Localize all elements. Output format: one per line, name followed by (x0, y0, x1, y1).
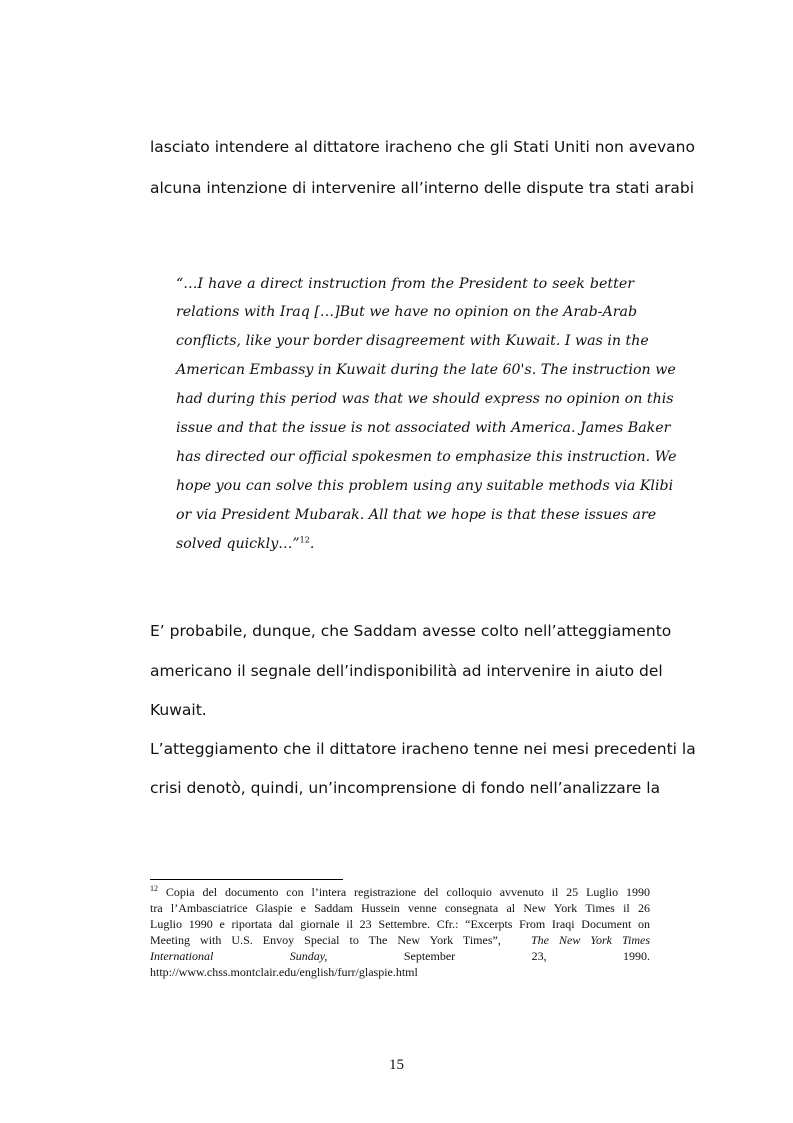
body-line: E’ probabile, dunque, che Saddam avesse colto nell’atteggiamento (150, 622, 672, 640)
body-line: alcuna intenzione di intervenire all’interno delle dispute tra stati arabi (150, 179, 695, 197)
quote-line: hope you can solve this problem using any suitable methods via Klibi (176, 478, 674, 494)
footnote-text: 1990. (623, 949, 651, 963)
footnote-text: September (403, 949, 456, 963)
quote-line: has directed our official spokesmen to emphasize this instruction. We (176, 449, 677, 465)
body-line: L’atteggiamento che il dittatore iracheno tenne nei mesi precedenti la (150, 740, 696, 758)
footnote-text: 23, (531, 949, 547, 963)
footnote-line (150, 948, 650, 964)
body-line: Kuwait. (150, 701, 207, 719)
footnote-line: tra l’Ambasciatrice Glaspie e Saddam Hussein venne consegnata al New York Times il 26 (150, 901, 650, 915)
footnote-italic: Sunday, (289, 949, 328, 963)
quote-line: or via President Mubarak. All that we hope is that these issues are (176, 507, 657, 523)
footnote-text: Meeting with U.S. Envoy Special to The New York Times”, (150, 933, 501, 947)
body-line: crisi denotò, quindi, un’incomprensione di fondo nell’analizzare la (150, 779, 661, 797)
quote-line: issue and that the issue is not associated with America. James Baker (176, 420, 671, 436)
footnote-line: Luglio 1990 e riportata dal giornale il 23 Settembre. Cfr.: “Excerpts From Iraqi Document on (150, 917, 650, 931)
footnote-line (150, 884, 650, 900)
quote-last-text: solved quickly…” (176, 536, 300, 552)
footnote-number: 12 (150, 884, 158, 893)
quote-last-punct: . (309, 536, 315, 552)
footnote-separator (150, 879, 343, 880)
quote-line: conflicts, like your border disagreement with Kuwait. I was in the (176, 333, 649, 349)
footnote-url[interactable]: http://www.chss.montclair.edu/english/furr/glaspie.html (150, 965, 418, 979)
footnote-italic: The New York Times (530, 933, 650, 947)
page-number: 15 (389, 1057, 404, 1073)
quote-line: “…I have a direct instruction from the President to seek better (176, 276, 634, 292)
body-line: lasciato intendere al dittatore iracheno che gli Stati Uniti non avevano (150, 138, 695, 156)
footnote-reference: 12 (299, 535, 310, 545)
footnote-text: Copia del documento con l’intera registrazione del colloquio avvenuto il 25 Luglio 1990 (158, 885, 650, 899)
quote-line: had during this period was that we should express no opinion on this (176, 391, 674, 407)
footnote-line (150, 932, 650, 948)
quote-last-line (176, 534, 634, 554)
footnote-italic: International (150, 949, 214, 963)
body-line: americano il segnale dell’indisponibilità ad intervenire in aiuto del (150, 662, 663, 680)
quote-line: American Embassy in Kuwait during the late 60's. The instruction we (176, 362, 676, 378)
quote-line: relations with Iraq […]But we have no opinion on the Arab-Arab (176, 304, 638, 320)
